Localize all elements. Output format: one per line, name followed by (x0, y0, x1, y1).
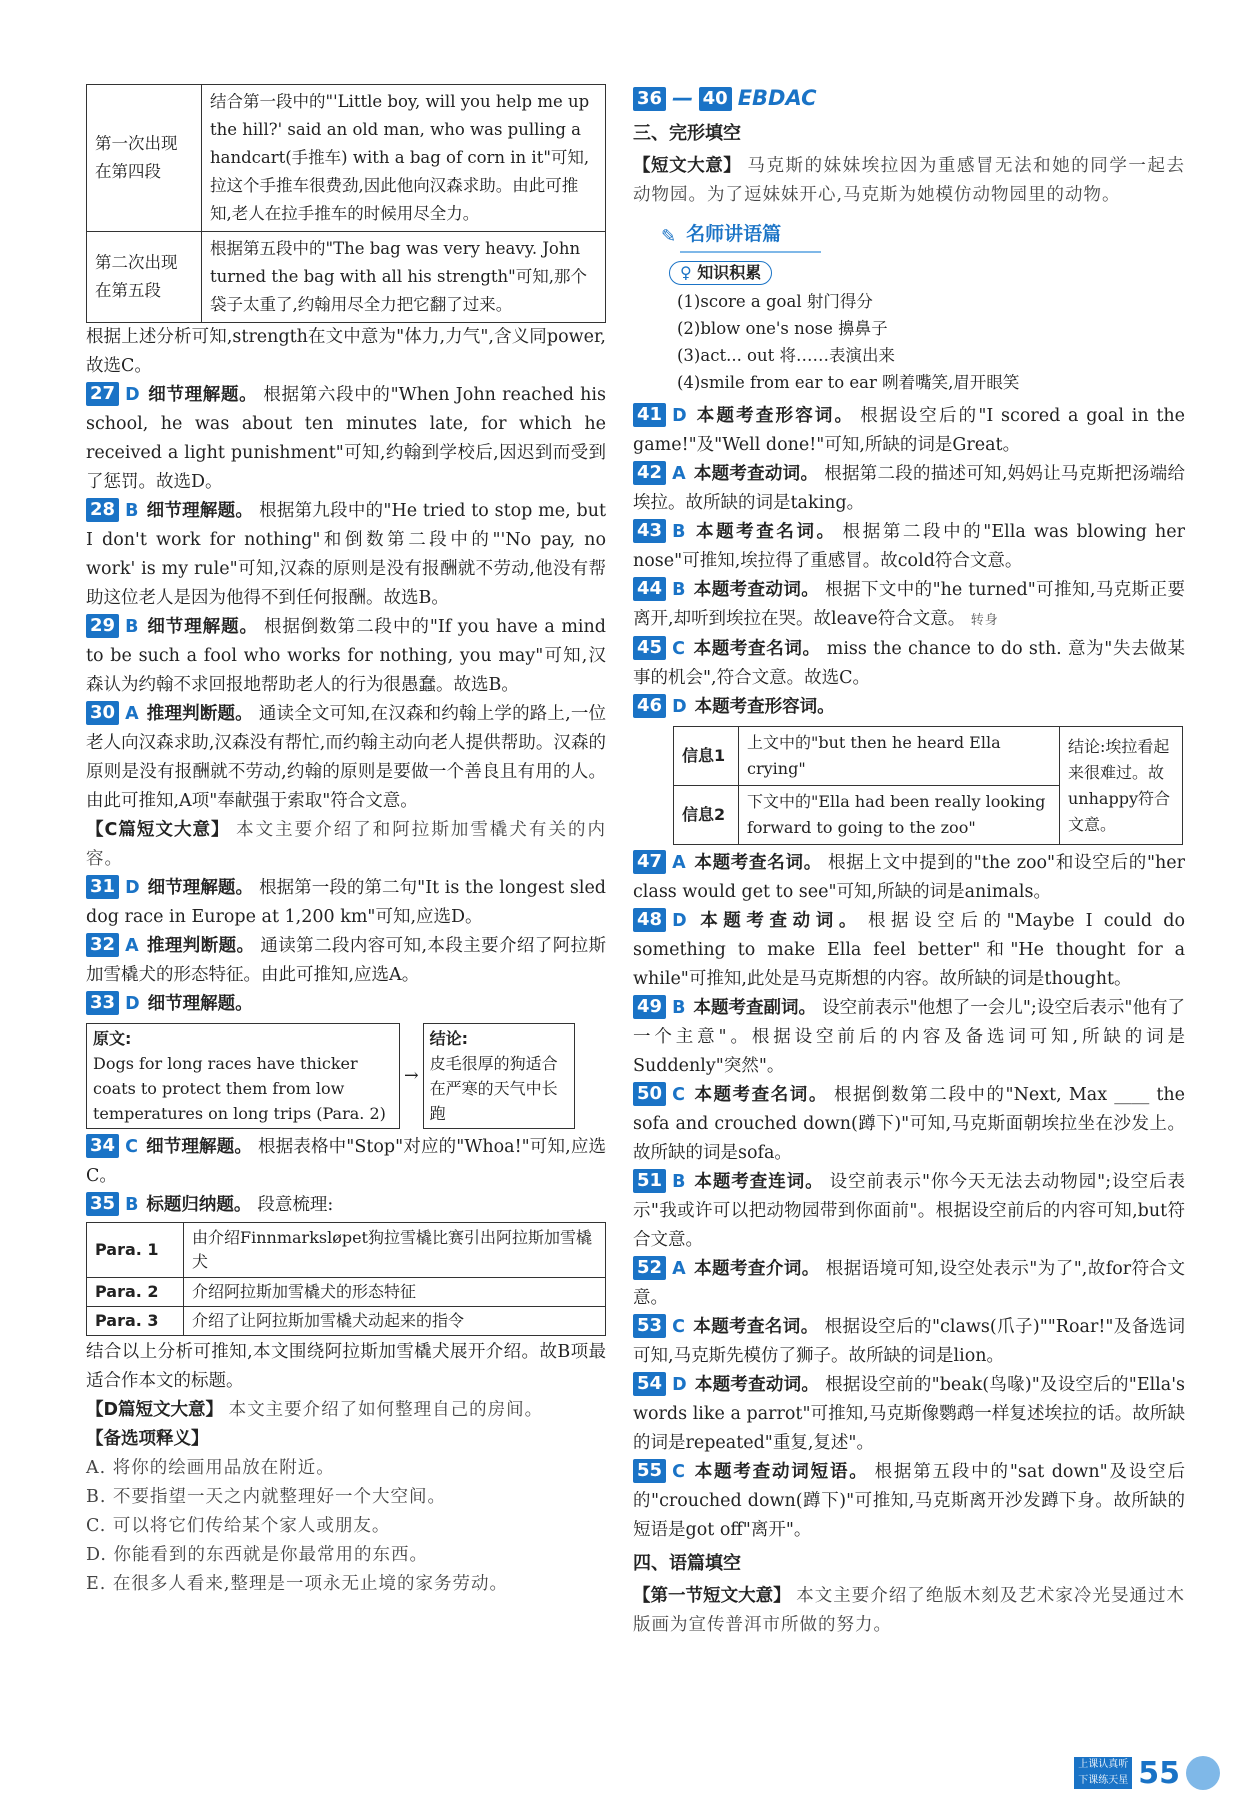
slogan-line: 下课练天星 (1074, 1773, 1132, 1789)
explanation: 根据第九段中的"He tried to stop me, but I don't work for nothing"和倒数第二段中的"'No pay, no work' is my rule"可知,汉森的原则是没有报酬就不劳动,他没有帮助这位老人是因为他得不到任何报酬。故选B。 (86, 501, 607, 608)
answer-letter: D (125, 385, 140, 405)
answer-item (633, 907, 1185, 994)
table-row (87, 85, 606, 232)
knowledge-item: (1)score a goal 射门得分 (677, 292, 873, 311)
explanation: 根据设空后的"I scored a goal in the game!"及"Well done!"可知,所缺的词是Great。 (633, 406, 1186, 455)
answer-letter: C (125, 1137, 138, 1157)
question-number: 29 (86, 614, 119, 638)
info-text: 上文中的"but then he heard Ella crying" (739, 727, 1060, 786)
explanation: 段意梳理: (257, 1195, 334, 1215)
answer-item (633, 1458, 1185, 1545)
answer-item (633, 994, 1185, 1081)
explanation: 根据上文中提到的"the zoo"和设空后的"her class would get to see"可知,所缺的词是animals。 (633, 853, 1186, 902)
explanation: 根据设空后的"Maybe I could do something to make Ella feel better"和"He thought for a while"可推知,此处是马克斯想的内容。故所缺的词是thought。 (633, 911, 1186, 989)
info-label: 信息1 (674, 727, 739, 786)
question-number: 27 (86, 382, 119, 406)
info-conclusion: 结论:埃拉看起来很难过。故unhappy符合文意。 (1060, 727, 1183, 845)
knowledge-item: (4)smile from ear to ear 咧着嘴笑,眉开眼笑 (677, 373, 1020, 392)
question-number: 51 (633, 1169, 666, 1193)
option-item: A. 将你的绘画用品放在附近。 (86, 1458, 335, 1478)
info-text: 下文中的"Ella had been really looking forward to going to the zoo" (739, 786, 1060, 845)
explanation: 根据第六段中的"When John reached his school, he was about ten minutes late, for which he received a light punishment"可知,约翰到学校后,因迟到而受到了惩罚。故选D。 (86, 385, 607, 492)
summary-label: 【第一节短文大意】 (633, 1586, 791, 1606)
right-column (633, 84, 1185, 1640)
explanation: 根据第五段中的"sat down"及设空后的"crouched down(蹲下)"可推知,马克斯离开沙发蹲下身。故所缺的短语是got off"离开"。 (633, 1462, 1185, 1540)
explanation: 根据语境可知,设空处表示"为了",故for符合文意。 (633, 1259, 1185, 1308)
knowledge-item: (3)act... out 将……表演出来 (677, 346, 895, 365)
question-type: 本题考查名词。 (692, 1317, 819, 1337)
explanation: 根据下文中的"he turned"可推知,马克斯正要离开,却听到埃拉在哭。故leave符合文意。 (633, 580, 1185, 629)
question-number: 40 (699, 87, 732, 111)
slogan-line: 上课认真听 (1074, 1757, 1132, 1773)
summary-label: 【C篇短文大意】 (86, 820, 230, 840)
question-number: 53 (633, 1314, 666, 1338)
knowledge-label: 知识积累 (697, 263, 762, 282)
banner-label: 名师讲语篇 (680, 220, 821, 253)
answer-item (633, 460, 1185, 518)
page-number: 55 (1138, 1755, 1180, 1791)
explanation: 设空前表示"你今天无法去动物园";设空后表示"我或许可以把动物园带到你面前"。根据设空前后的内容可知,but符合文意。 (633, 1172, 1185, 1250)
question-type: 细节理解题。 (147, 878, 254, 898)
question-type: 本题考查动词。 (694, 911, 862, 931)
question-number: 52 (633, 1256, 666, 1280)
question-number: 41 (633, 403, 666, 427)
para-label: Para. 2 (87, 1278, 184, 1307)
options-label: 【备选项释义】 (86, 1429, 209, 1449)
question-number: 55 (633, 1459, 666, 1483)
section-title: 三、完形填空 (633, 123, 741, 144)
explanation: 根据第一段的第二句"It is the longest sled dog race in Europe at 1,200 km"可知,应选D。 (86, 878, 606, 927)
table-cell-text: 结合第一段中的"'Little boy, will you help me up the hill?' said an old man, who was pulling a handcart(手推车) with a bag of corn in it"可知,拉这个手推车很费劲,因此他向汉森求助。由此可推知,老人在拉手推车的时候用尽全力。 (202, 85, 606, 232)
question-number: 33 (86, 991, 119, 1015)
page-footer (1074, 1756, 1220, 1790)
question-number: 46 (633, 694, 666, 718)
answer-item (633, 635, 1185, 693)
info-label: 信息2 (674, 786, 739, 845)
answers-36-40: 36 — 40 EBDAC (633, 84, 1185, 115)
question-type: 本题考查连词。 (693, 1172, 824, 1192)
para-text: 由介绍Finnmarksløpet狗拉雪橇比赛引出阿拉斯加雪橇犬 (184, 1223, 606, 1278)
answer-item (86, 381, 606, 497)
teacher-icon: ✎ (661, 226, 677, 247)
answer-item (633, 849, 1185, 907)
teacher-banner (661, 220, 1185, 253)
para-text: 介绍了让阿拉斯加雪橇犬动起来的指令 (184, 1307, 606, 1336)
answer-item (86, 990, 606, 1019)
summary-text: 本文主要介绍了和阿拉斯加雪橇犬有关的内容。 (86, 820, 606, 869)
mascot-icon (1186, 1756, 1220, 1790)
table-cell-label: 第一次出现在第四段 (87, 85, 202, 232)
question-type: 细节理解题。 (146, 617, 258, 637)
original-text-box (86, 1023, 400, 1129)
question-type: 推理判断题。 (146, 936, 255, 956)
question-type: 本题考查名词。 (692, 1085, 828, 1105)
explanation: 通读全文可知,在汉森和约翰上学的路上,一位老人向汉森求助,汉森没有帮忙,而约翰主动向老人提供帮助。汉森的原则是没有报酬就不劳动,约翰的原则是要做一个善良且有用的人。由此可推知,A项"奉献强于索取"符合文意。 (86, 704, 607, 811)
info-table (673, 726, 1183, 845)
conclusion-title: 结论: (429, 1029, 469, 1048)
question-number: 43 (633, 519, 666, 543)
question-number: 42 (633, 461, 666, 485)
brief-summary (633, 152, 1185, 210)
option-item: B. 不要指望一天之内就整理好一个大空间。 (86, 1487, 446, 1507)
answer-string: EBDAC (737, 86, 817, 110)
option-item: D. 你能看到的东西就是你最常用的东西。 (86, 1545, 429, 1565)
explanation: 根据第二段的描述可知,妈妈让马克斯把汤端给埃拉。故所缺的词是taking。 (633, 464, 1185, 513)
table-cell-label: 第二次出现在第五段 (87, 232, 202, 323)
explanation: 设空前表示"他想了一会儿";设空后表示"他有了一个主意"。根据设空前后的内容及备选词可知,所缺的词是Suddenly"突然"。 (633, 998, 1186, 1076)
answer-letter: B (125, 617, 139, 637)
summary-label: 【短文大意】 (633, 156, 742, 176)
conclusion-box (423, 1023, 575, 1129)
question-number: 32 (86, 933, 119, 957)
question-type: 本题考查名词。 (693, 853, 822, 873)
table-row (87, 1223, 606, 1278)
question-number: 45 (633, 636, 666, 660)
answer-letter: A (672, 464, 686, 484)
explanation: miss the chance to do sth. 意为"失去做某事的机会",符合文意。故选C。 (633, 639, 1186, 688)
answer-letter: D (125, 994, 140, 1014)
question-type: 本题考查名词。 (692, 639, 821, 659)
explanation: 根据第二段中的"Ella was blowing her nose"可推知,埃拉得了重感冒。故cold符合文意。 (633, 522, 1185, 571)
strength-table (86, 84, 606, 323)
knowledge-badge (669, 261, 772, 285)
answer-item (86, 700, 606, 816)
answer-letter: B (125, 501, 139, 521)
question-type: 本题考查动词。 (693, 580, 820, 600)
question-number: 30 (86, 701, 119, 725)
table-row (674, 727, 1183, 786)
explanation: 根据倒数第二段中的"If you have a mind to be such a fool who works for nothing, you may"可知,汉森认为约翰不求回报地帮助老人的行为很愚蠢。故选B。 (86, 617, 606, 695)
conclusion-35: 结合以上分析可推知,本文围绕阿拉斯加雪橇犬展开介绍。故B项最适合作本文的标题。 (86, 1342, 606, 1391)
question-number: 35 (86, 1192, 119, 1216)
q33-flow (86, 1023, 606, 1129)
summary-text: 马克斯的妹妹埃拉因为重感冒无法和她的同学一起去动物园。为了逗妹妹开心,马克斯为她模仿动物园里的动物。 (633, 156, 1185, 205)
question-type: 本题考查动词。 (694, 1375, 820, 1395)
d-passage-summary (86, 1396, 606, 1425)
answer-item (633, 402, 1185, 460)
c-passage-summary (86, 816, 606, 874)
section-title: 四、语篇填空 (633, 1553, 741, 1574)
answer-letter: B (672, 522, 686, 542)
explanation: 根据设空后的"claws(爪子)""Roar!"及备选词可知,马克斯先模仿了狮子。故所缺的词是lion。 (633, 1317, 1185, 1366)
answer-item (633, 1313, 1185, 1371)
answer-item (633, 1371, 1185, 1458)
question-type: 推理判断题。 (146, 704, 253, 724)
question-number: 31 (86, 875, 119, 899)
table-cell-text: 根据第五段中的"The bag was very heavy. John turned the bag with all his strength"可知,那个袋子太重了,约翰用尽全力把它翻了过来。 (202, 232, 606, 323)
table-row (87, 1278, 606, 1307)
question-number: 44 (633, 577, 666, 601)
answer-item (86, 497, 606, 613)
answer-letter: A (672, 1259, 686, 1279)
question-number: 47 (633, 850, 666, 874)
question-type: 细节理解题。 (146, 501, 254, 521)
answer-letter: C (672, 1462, 685, 1482)
question-type: 标题归纳题。 (146, 1195, 252, 1215)
option-item: E. 在很多人看来,整理是一项永无止境的家务劳动。 (86, 1574, 508, 1594)
answer-item (633, 576, 1185, 635)
answer-letter: D (672, 697, 687, 717)
handwritten-note: 转身 (970, 613, 999, 628)
original-title: 原文: (93, 1029, 132, 1048)
question-type: 本题考查名词。 (693, 522, 837, 542)
summary-label: 【D篇短文大意】 (86, 1400, 224, 1420)
left-column (86, 84, 606, 1599)
answer-letter: D (672, 1375, 687, 1395)
answers-41-46 (633, 402, 1185, 722)
answer-item (633, 1168, 1185, 1255)
answer-letter: B (125, 1195, 139, 1215)
question-type: 本题考查形容词。 (694, 406, 855, 426)
answers-27-30 (86, 381, 606, 816)
answer-letter: D (125, 878, 140, 898)
question-type: 本题考查动词。 (693, 464, 819, 484)
question-type: 细节理解题。 (147, 385, 258, 405)
answer-item (633, 1081, 1185, 1168)
question-number: 28 (86, 498, 119, 522)
summary-text: 本文主要介绍了如何整理自己的房间。 (228, 1400, 544, 1420)
question-type: 本题考查形容词。 (694, 697, 835, 717)
knowledge-item: (2)blow one's nose 擤鼻子 (677, 319, 888, 338)
answer-letter: C (672, 1317, 685, 1337)
answer-item (86, 613, 606, 700)
answer-item (633, 693, 1185, 722)
question-type: 本题考查动词短语。 (692, 1462, 869, 1482)
question-type: 细节理解题。 (147, 994, 253, 1014)
original-text: Dogs for long races have thicker coats to protect them from low temperatures on long trips (Para. 2) (93, 1054, 386, 1123)
answer-letter: B (672, 1172, 686, 1192)
question-number: 49 (633, 995, 666, 1019)
answer-letter: C (672, 1085, 685, 1105)
explanation: 根据设空前的"beak(鸟喙)"及设空后的"Ella's words like a parrot"可推知,马克斯像鹦鹉一样复述埃拉的话。故所缺的词是repeated"重复,复述"。 (633, 1375, 1186, 1453)
answer-letter: D (672, 911, 687, 931)
conclusion-text: 皮毛很厚的狗适合在严寒的天气中长跑 (429, 1054, 558, 1123)
question-number: 36 (633, 87, 666, 111)
answer-item (86, 1133, 606, 1191)
answer-letter: B (672, 998, 686, 1018)
conclusion-26: 根据上述分析可知,strength在文中意为"体力,力气",含义同power,故选C。 (86, 327, 606, 376)
answer-item (86, 874, 606, 932)
summary-text: 本文主要介绍了绝版木刻及艺术家冷光旻通过木版画为宣传普洱市所做的努力。 (633, 1586, 1185, 1635)
answer-item (633, 518, 1185, 576)
section1-summary (633, 1582, 1185, 1640)
answer-letter: C (672, 639, 685, 659)
question-number: 54 (633, 1372, 666, 1396)
answer-letter: B (672, 580, 686, 600)
answer-letter: A (672, 853, 686, 873)
para-label: Para. 1 (87, 1223, 184, 1278)
question-type: 本题考查副词。 (693, 998, 817, 1018)
answer-item (86, 1191, 606, 1220)
table-row (87, 232, 606, 323)
question-number: 34 (86, 1134, 119, 1158)
option-item: C. 可以将它们传给某个家人或朋友。 (86, 1516, 391, 1536)
answer-letter: D (672, 406, 687, 426)
explanation: 根据表格中"Stop"对应的"Whoa!"可知,应选C。 (86, 1137, 607, 1186)
para-text: 介绍阿拉斯加雪橇犬的形态特征 (184, 1278, 606, 1307)
bulb-icon: ♀ (680, 263, 692, 282)
para-label: Para. 3 (87, 1307, 184, 1336)
answers-47-55 (633, 849, 1185, 1545)
arrow-right-icon: → (404, 1065, 419, 1086)
answer-item (86, 932, 606, 990)
answer-item (633, 1255, 1185, 1313)
question-type: 细节理解题。 (145, 1137, 253, 1157)
paragraph-table (86, 1222, 606, 1336)
question-number: 50 (633, 1082, 666, 1106)
explanation: 通读第二段内容可知,本段主要介绍了阿拉斯加雪橇犬的形态特征。由此可推知,应选A。 (86, 936, 606, 985)
footer-slogan (1074, 1757, 1132, 1789)
table-row (87, 1307, 606, 1336)
answer-letter: A (125, 936, 139, 956)
explanation: 根据倒数第二段中的"Next, Max ____ the sofa and crouched down(蹲下)"可知,马克斯面朝埃拉坐在沙发上。故所缺的词是sofa。 (633, 1085, 1185, 1163)
question-type: 本题考查介词。 (693, 1259, 820, 1279)
answer-letter: A (125, 704, 139, 724)
question-number: 48 (633, 908, 666, 932)
